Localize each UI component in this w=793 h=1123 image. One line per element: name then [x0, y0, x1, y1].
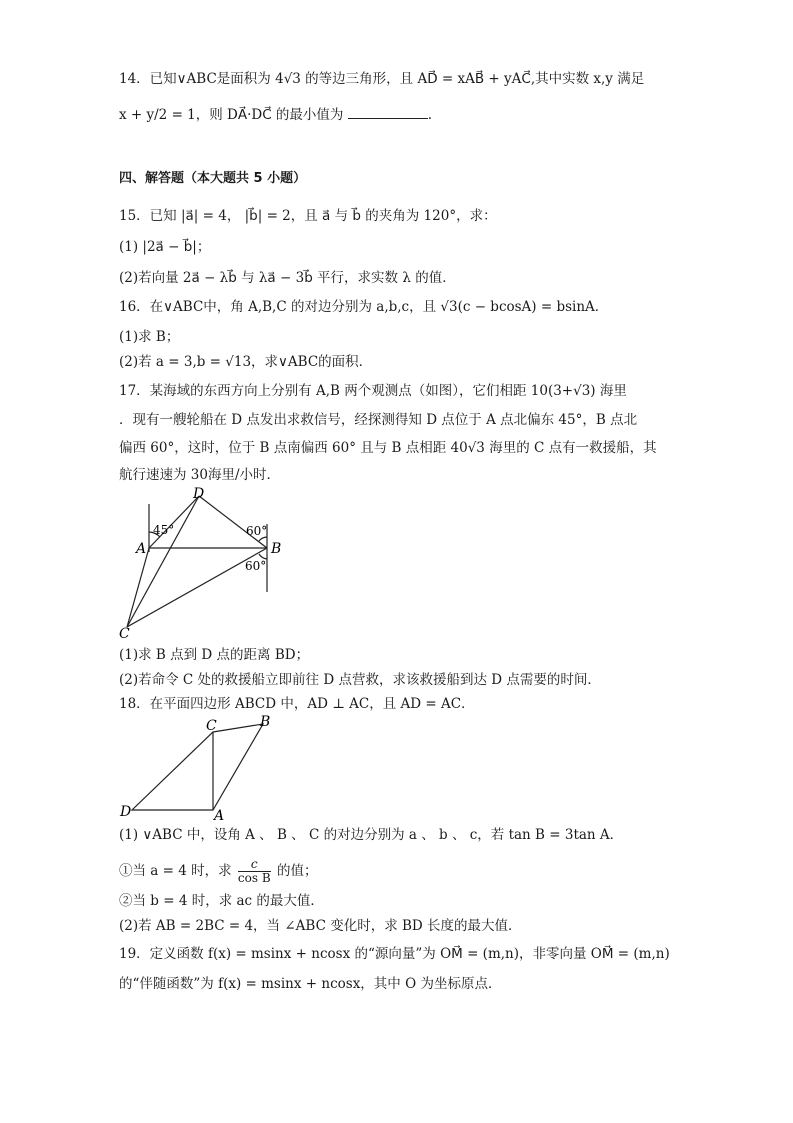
q19-line-1: 19．定义函数 f(x) = msinx + ncosx 的“源向量”为 OM⃗ = (m,n)，非零向量 OM⃗ = (m,n)	[119, 946, 670, 962]
q17-line-1: 17．某海域的东西方向上分别有 A,B 两个观测点（如图），它们相距 10(3+√3) 海里	[119, 383, 627, 399]
segment-ad	[149, 496, 199, 548]
q14-line-2-text: x + y/2 = 1，则 DA⃗·DC⃗ 的最小值为	[119, 107, 344, 123]
q16-part-2: (2)若 a = 3,b = √13，求∨ABC的面积．	[119, 354, 373, 370]
q17-part-1: (1)求 B 点到 D 点的距离 BD；	[119, 647, 310, 663]
q16-part-1: (1)求 B；	[119, 329, 180, 345]
q19-line-2: 的“伴随函数”为 f(x) = msinx + ncosx，其中 O 为坐标原点．	[119, 976, 502, 992]
label-angle-b-bottom: 60°	[245, 559, 267, 573]
q18-part-2: (2)若 AB = 2BC = 4，当 ∠ABC 变化时，求 BD 长度的最大值．	[119, 918, 522, 934]
q18-figure	[115, 712, 275, 824]
label-angle-b-top: 60°	[246, 524, 268, 538]
fraction	[238, 858, 271, 885]
q17-part-2: (2)若命令 C 处的救援船立即前往 D 点营救，求该救援船到达 D 点需要的时间．	[119, 672, 601, 688]
q17-figure	[115, 482, 290, 642]
answer-blank	[348, 104, 428, 119]
label-d: D	[193, 486, 205, 502]
q14-line-2-end: .	[427, 107, 433, 123]
label-a: A	[136, 541, 147, 557]
q18-case-1	[119, 858, 317, 885]
label-c: C	[206, 718, 217, 734]
q18-part-1: (1) ∨ABC 中，设角 A 、 B 、 C 的对边分别为 a 、 b 、 c，若 tan B = 3tan A．	[119, 827, 624, 843]
q17-line-4: 航行速速为 30海里/小时．	[119, 467, 281, 483]
q15-part-1: (1) |2a⃗ − b⃗|；	[119, 239, 211, 255]
q18-case-2: ②当 b = 4 时，求 ac 的最大值．	[119, 893, 324, 909]
q17-line-3: 偏西 60°，这时，位于 B 点南偏西 60° 且与 B 点相距 40√3 海里的 C 点有一救援船，其	[119, 440, 657, 456]
q14-line-1: 14．已知∨ABC是面积为 4√3 的等边三角形，且 AD⃗ = xAB⃗ + yAC⃗,其中实数 x,y 满足	[119, 71, 645, 87]
label-b: B	[260, 714, 271, 730]
q18-case-1-text: ①当 a = 4 时，求	[119, 863, 232, 879]
label-d: D	[120, 804, 132, 820]
segment-ac	[127, 548, 149, 627]
q16-stem: 16．在∨ABC中，角 A,B,C 的对边分别为 a,b,c，且 √3(c − bcosA) = bsinA．	[119, 299, 609, 315]
fraction-numerator: c	[238, 858, 271, 872]
q15-stem: 15．已知 |a⃗| = 4， |b⃗| = 2，且 a⃗ 与 b⃗ 的夹角为 120°，求：	[119, 208, 497, 224]
label-c: C	[119, 626, 130, 642]
quadrilateral-abcd	[132, 724, 263, 810]
section-heading: 四、解答题（本大题共 5 小题）	[119, 171, 307, 186]
label-a: A	[214, 808, 225, 824]
q14-line-2	[119, 104, 432, 124]
label-angle-a: 45°	[153, 523, 175, 537]
q18-stem: 18．在平面四边形 ABCD 中，AD ⊥ AC，且 AD = AC．	[119, 696, 475, 712]
fraction-denominator: cos B	[237, 871, 271, 885]
q17-line-2: ．现有一艘轮船在 D 点发出求救信号，经探测得知 D 点位于 A 点北偏东 45°，B 点北	[119, 412, 638, 428]
q15-part-2: (2)若向量 2a⃗ − λb⃗ 与 λa⃗ − 3b⃗ 平行，求实数 λ 的值．	[119, 270, 456, 286]
label-b: B	[271, 541, 282, 557]
segment-bd	[199, 496, 267, 548]
q18-case-1-end: 的值；	[276, 863, 318, 879]
